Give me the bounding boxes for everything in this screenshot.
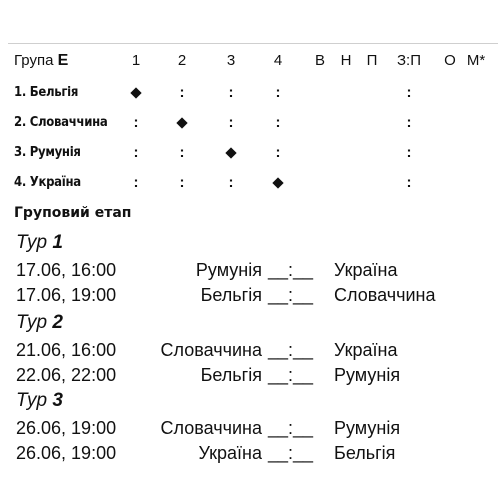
tour-label: Тур: [16, 232, 48, 253]
column-header: П: [366, 52, 378, 69]
column-header: В: [314, 52, 326, 69]
match-result-cell: :: [275, 84, 281, 101]
away-team: Україна: [334, 340, 398, 360]
score-blank: __:__: [268, 260, 314, 280]
group-letter: Е: [57, 52, 69, 69]
match-result-cell: :: [179, 174, 185, 191]
match-result-cell: :: [179, 84, 185, 101]
match-result-cell: :: [133, 174, 139, 191]
column-header: 2: [177, 52, 187, 69]
column-header: 1: [131, 52, 141, 69]
score-blank: __:__: [268, 365, 314, 385]
column-header: 4: [273, 52, 283, 69]
match-result-cell: :: [275, 114, 281, 131]
stage-title: Груповий етап: [14, 205, 132, 221]
home-team: Румунія: [195, 260, 262, 280]
group-title: [14, 52, 68, 70]
top-divider: [8, 43, 498, 44]
tour-number: 2: [52, 312, 63, 333]
tour-heading: [16, 390, 63, 412]
away-team: Словаччина: [334, 285, 436, 305]
match-result-cell: :: [133, 144, 139, 161]
home-team: Бельгія: [200, 285, 262, 305]
column-header: Н: [340, 52, 352, 69]
match-result-cell: :: [275, 144, 281, 161]
team-name: 3. Румунія: [14, 145, 81, 160]
match-date: 26.06, 19:00: [16, 443, 117, 463]
tour-label: Тур: [16, 390, 48, 411]
goals-cell: :: [406, 114, 412, 131]
team-name: 1. Бельгія: [14, 85, 79, 100]
match-date: 26.06, 19:00: [16, 418, 117, 438]
away-team: Румунія: [334, 418, 401, 438]
column-header: 3: [226, 52, 236, 69]
match-date: 22.06, 22:00: [16, 365, 117, 385]
away-team: Бельгія: [334, 443, 396, 463]
bottom-margin: [0, 472, 500, 500]
match-result-cell: :: [228, 174, 234, 191]
goals-cell: :: [406, 174, 412, 191]
goals-cell: :: [406, 84, 412, 101]
tour-heading: [16, 232, 63, 254]
score-blank: __:__: [268, 418, 314, 438]
home-team: Словаччина: [160, 418, 262, 438]
match-result-cell: :: [228, 84, 234, 101]
home-team: Словаччина: [160, 340, 262, 360]
group-label: Група: [14, 52, 54, 69]
score-blank: __:__: [268, 340, 314, 360]
home-team: Бельгія: [200, 365, 262, 385]
tour-number: 3: [52, 390, 63, 411]
column-header: З:П: [396, 52, 422, 69]
score-blank: __:__: [268, 443, 314, 463]
away-team: Україна: [334, 260, 398, 280]
card-right-edge: [495, 30, 500, 472]
match-date: 17.06, 19:00: [16, 285, 117, 305]
match-result-cell: :: [228, 114, 234, 131]
top-margin: [0, 0, 500, 30]
tour-heading: [16, 312, 63, 334]
match-result-cell: :: [133, 114, 139, 131]
home-team: Україна: [198, 443, 262, 463]
column-header: О: [444, 52, 456, 69]
match-date: 21.06, 16:00: [16, 340, 117, 360]
goals-cell: :: [406, 144, 412, 161]
tour-label: Тур: [16, 312, 48, 333]
team-name: 2. Словаччина: [14, 115, 108, 130]
column-header: М*: [466, 52, 486, 69]
away-team: Румунія: [334, 365, 401, 385]
match-result-cell: :: [179, 144, 185, 161]
score-blank: __:__: [268, 285, 314, 305]
match-date: 17.06, 16:00: [16, 260, 117, 280]
tour-number: 1: [52, 232, 63, 253]
team-name: 4. Україна: [14, 175, 81, 190]
